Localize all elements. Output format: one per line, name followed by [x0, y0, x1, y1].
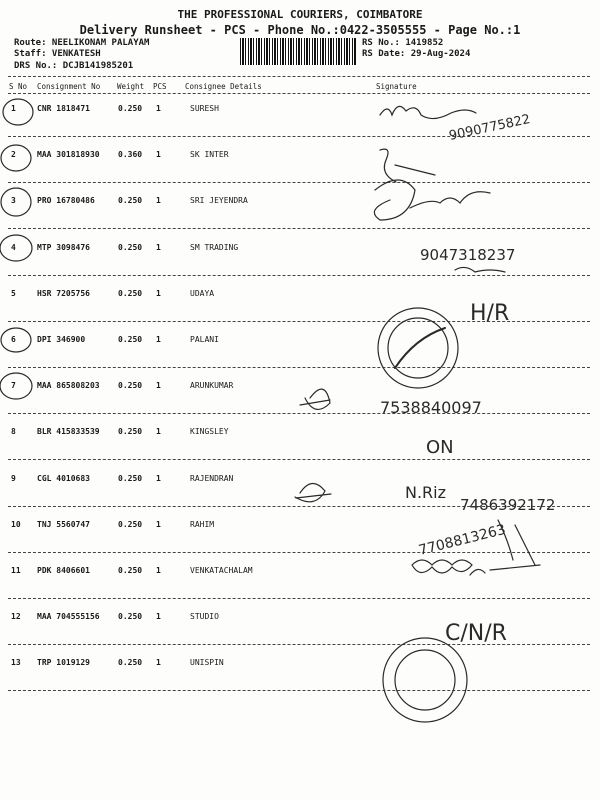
row-1-circle	[3, 99, 33, 125]
row-4-circle	[0, 235, 32, 261]
row-2-consignee: SK INTER	[190, 150, 229, 160]
row-6-sno: 6	[11, 335, 16, 344]
row-8-weight: 0.250	[118, 427, 143, 437]
row-8-sno: 8	[11, 427, 16, 437]
row-4-weight: 0.250	[118, 242, 143, 252]
row-11-sno: 11	[11, 566, 21, 575]
row-1-sno: 1	[11, 104, 16, 113]
row-9-consignee: RAJENDRAN	[190, 473, 234, 483]
handwritten-phone-1: 9090775822	[447, 112, 532, 144]
row-7-pcs: 1	[156, 381, 161, 391]
col-consignment: Consignment No	[37, 82, 101, 91]
handwritten-mark-8: ON	[426, 437, 454, 458]
row-10-weight: 0.250	[118, 519, 143, 529]
drs-number: DRS No.: DCJB141985201	[14, 61, 134, 71]
row-3-weight: 0.250	[118, 196, 143, 206]
col-pcs: PCS	[153, 82, 167, 91]
row-9-weight: 0.250	[118, 473, 143, 483]
col-signature: Signature	[376, 82, 417, 91]
row-7-sno: 7	[11, 381, 16, 391]
row-4-pcs: 1	[156, 242, 161, 252]
handwritten-mark-12: C/N/R	[445, 621, 507, 646]
row-10-cn: TNJ 5560747	[37, 519, 90, 529]
row-6-cn: DPI 346900	[37, 335, 86, 344]
row-6-weight: 0.250	[118, 335, 143, 344]
handwritten-phone-4: 9047318237	[420, 246, 516, 264]
stamp-row-6	[378, 308, 458, 388]
row-1-pcs: 1	[156, 104, 161, 113]
row-9-sno: 9	[11, 473, 16, 483]
handwritten-phone-10: 7708813263	[417, 521, 508, 559]
row-7-circle	[0, 373, 32, 399]
handwritten-name-9: N.Riz	[405, 483, 447, 502]
row-13-weight: 0.250	[118, 658, 143, 668]
row-11-consignee: VENKATACHALAM	[190, 566, 253, 575]
row-4-sno: 4	[11, 242, 16, 252]
row-3-circle	[1, 188, 31, 216]
row-6-circle	[1, 328, 31, 352]
row-7-weight: 0.250	[118, 381, 143, 391]
signature-4	[455, 267, 505, 272]
row-5-cn: HSR 7205756	[37, 288, 90, 298]
row-10-consignee: RAHIM	[190, 519, 215, 529]
row-1-cn: CNR 1818471	[37, 104, 90, 113]
row-11-cn: PDK 8406601	[37, 566, 90, 575]
row-13-consignee: UNISPIN	[190, 658, 224, 668]
row-3-cn: PRO 16780486	[37, 196, 95, 206]
staff-label: Staff: VENKATESH	[14, 49, 101, 59]
row-2-weight: 0.360	[118, 150, 143, 160]
row-7-consignee: ARUNKUMAR	[190, 381, 234, 391]
rs-number: RS No.: 1419852	[362, 38, 444, 48]
col-weight: Weight	[117, 82, 145, 91]
row-11-pcs: 1	[156, 566, 161, 575]
col-consignee: Consignee Details	[185, 82, 262, 91]
row-1-consignee: SURESH	[190, 104, 219, 113]
row-10-pcs: 1	[156, 519, 161, 529]
row-5-pcs: 1	[156, 288, 161, 298]
row-5-consignee: UDAYA	[190, 288, 215, 298]
row-2-circle	[1, 145, 31, 171]
row-10-sno: 10	[11, 519, 21, 529]
row-12-consignee: STUDIO	[190, 612, 219, 622]
row-8-pcs: 1	[156, 427, 161, 437]
row-6-consignee: PALANI	[190, 335, 219, 344]
row-3-pcs: 1	[156, 196, 161, 206]
row-9-cn: CGL 4010683	[37, 473, 90, 483]
signature-1	[380, 106, 476, 118]
row-3-sno: 3	[11, 196, 16, 206]
row-13-sno: 13	[11, 658, 21, 668]
row-4-consignee: SM TRADING	[190, 242, 239, 252]
handwritten-mark-5: H/R	[470, 301, 510, 326]
row-12-sno: 12	[11, 612, 21, 622]
row-2-cn: MAA 301818930	[37, 150, 100, 160]
signature-9	[295, 483, 331, 501]
row-12-weight: 0.250	[118, 612, 143, 622]
row-5-sno: 5	[11, 288, 16, 298]
row-3-consignee: SRI JEYENDRA	[190, 196, 248, 206]
row-8-consignee: KINGSLEY	[190, 427, 229, 437]
row-2-sno: 2	[11, 150, 16, 160]
row-4-cn: MTP 3098476	[37, 242, 90, 252]
handwritten-phone-7: 7538840097	[380, 398, 482, 417]
row-6-pcs: 1	[156, 335, 161, 344]
row-12-pcs: 1	[156, 612, 161, 622]
row-2-pcs: 1	[156, 150, 161, 160]
signature-3	[374, 180, 490, 220]
signature-7	[300, 389, 330, 409]
signature-11	[412, 560, 472, 573]
row-1-weight: 0.250	[118, 104, 143, 113]
signature-2	[380, 149, 435, 182]
handwritten-phone-9: 7486392172	[460, 496, 556, 514]
row-11-weight: 0.250	[118, 566, 143, 575]
row-8-cn: BLR 415833539	[37, 427, 100, 437]
runsheet-title: Delivery Runsheet - PCS - Phone No.:0422-3505555 - Page No.:1	[79, 23, 521, 37]
company-title: THE PROFESSIONAL COURIERS, COIMBATORE	[177, 8, 423, 21]
rs-date: RS Date: 29-Aug-2024	[362, 49, 471, 59]
row-5-weight: 0.250	[118, 288, 143, 298]
route-label: Route: NEELIKONAM PALAYAM	[14, 38, 150, 48]
row-13-cn: TRP 1019129	[37, 658, 90, 668]
row-9-pcs: 1	[156, 473, 161, 483]
col-sno: S No	[9, 82, 28, 91]
row-12-cn: MAA 704555156	[37, 612, 100, 622]
row-7-cn: MAA 865808203	[37, 381, 100, 391]
row-13-pcs: 1	[156, 658, 161, 668]
